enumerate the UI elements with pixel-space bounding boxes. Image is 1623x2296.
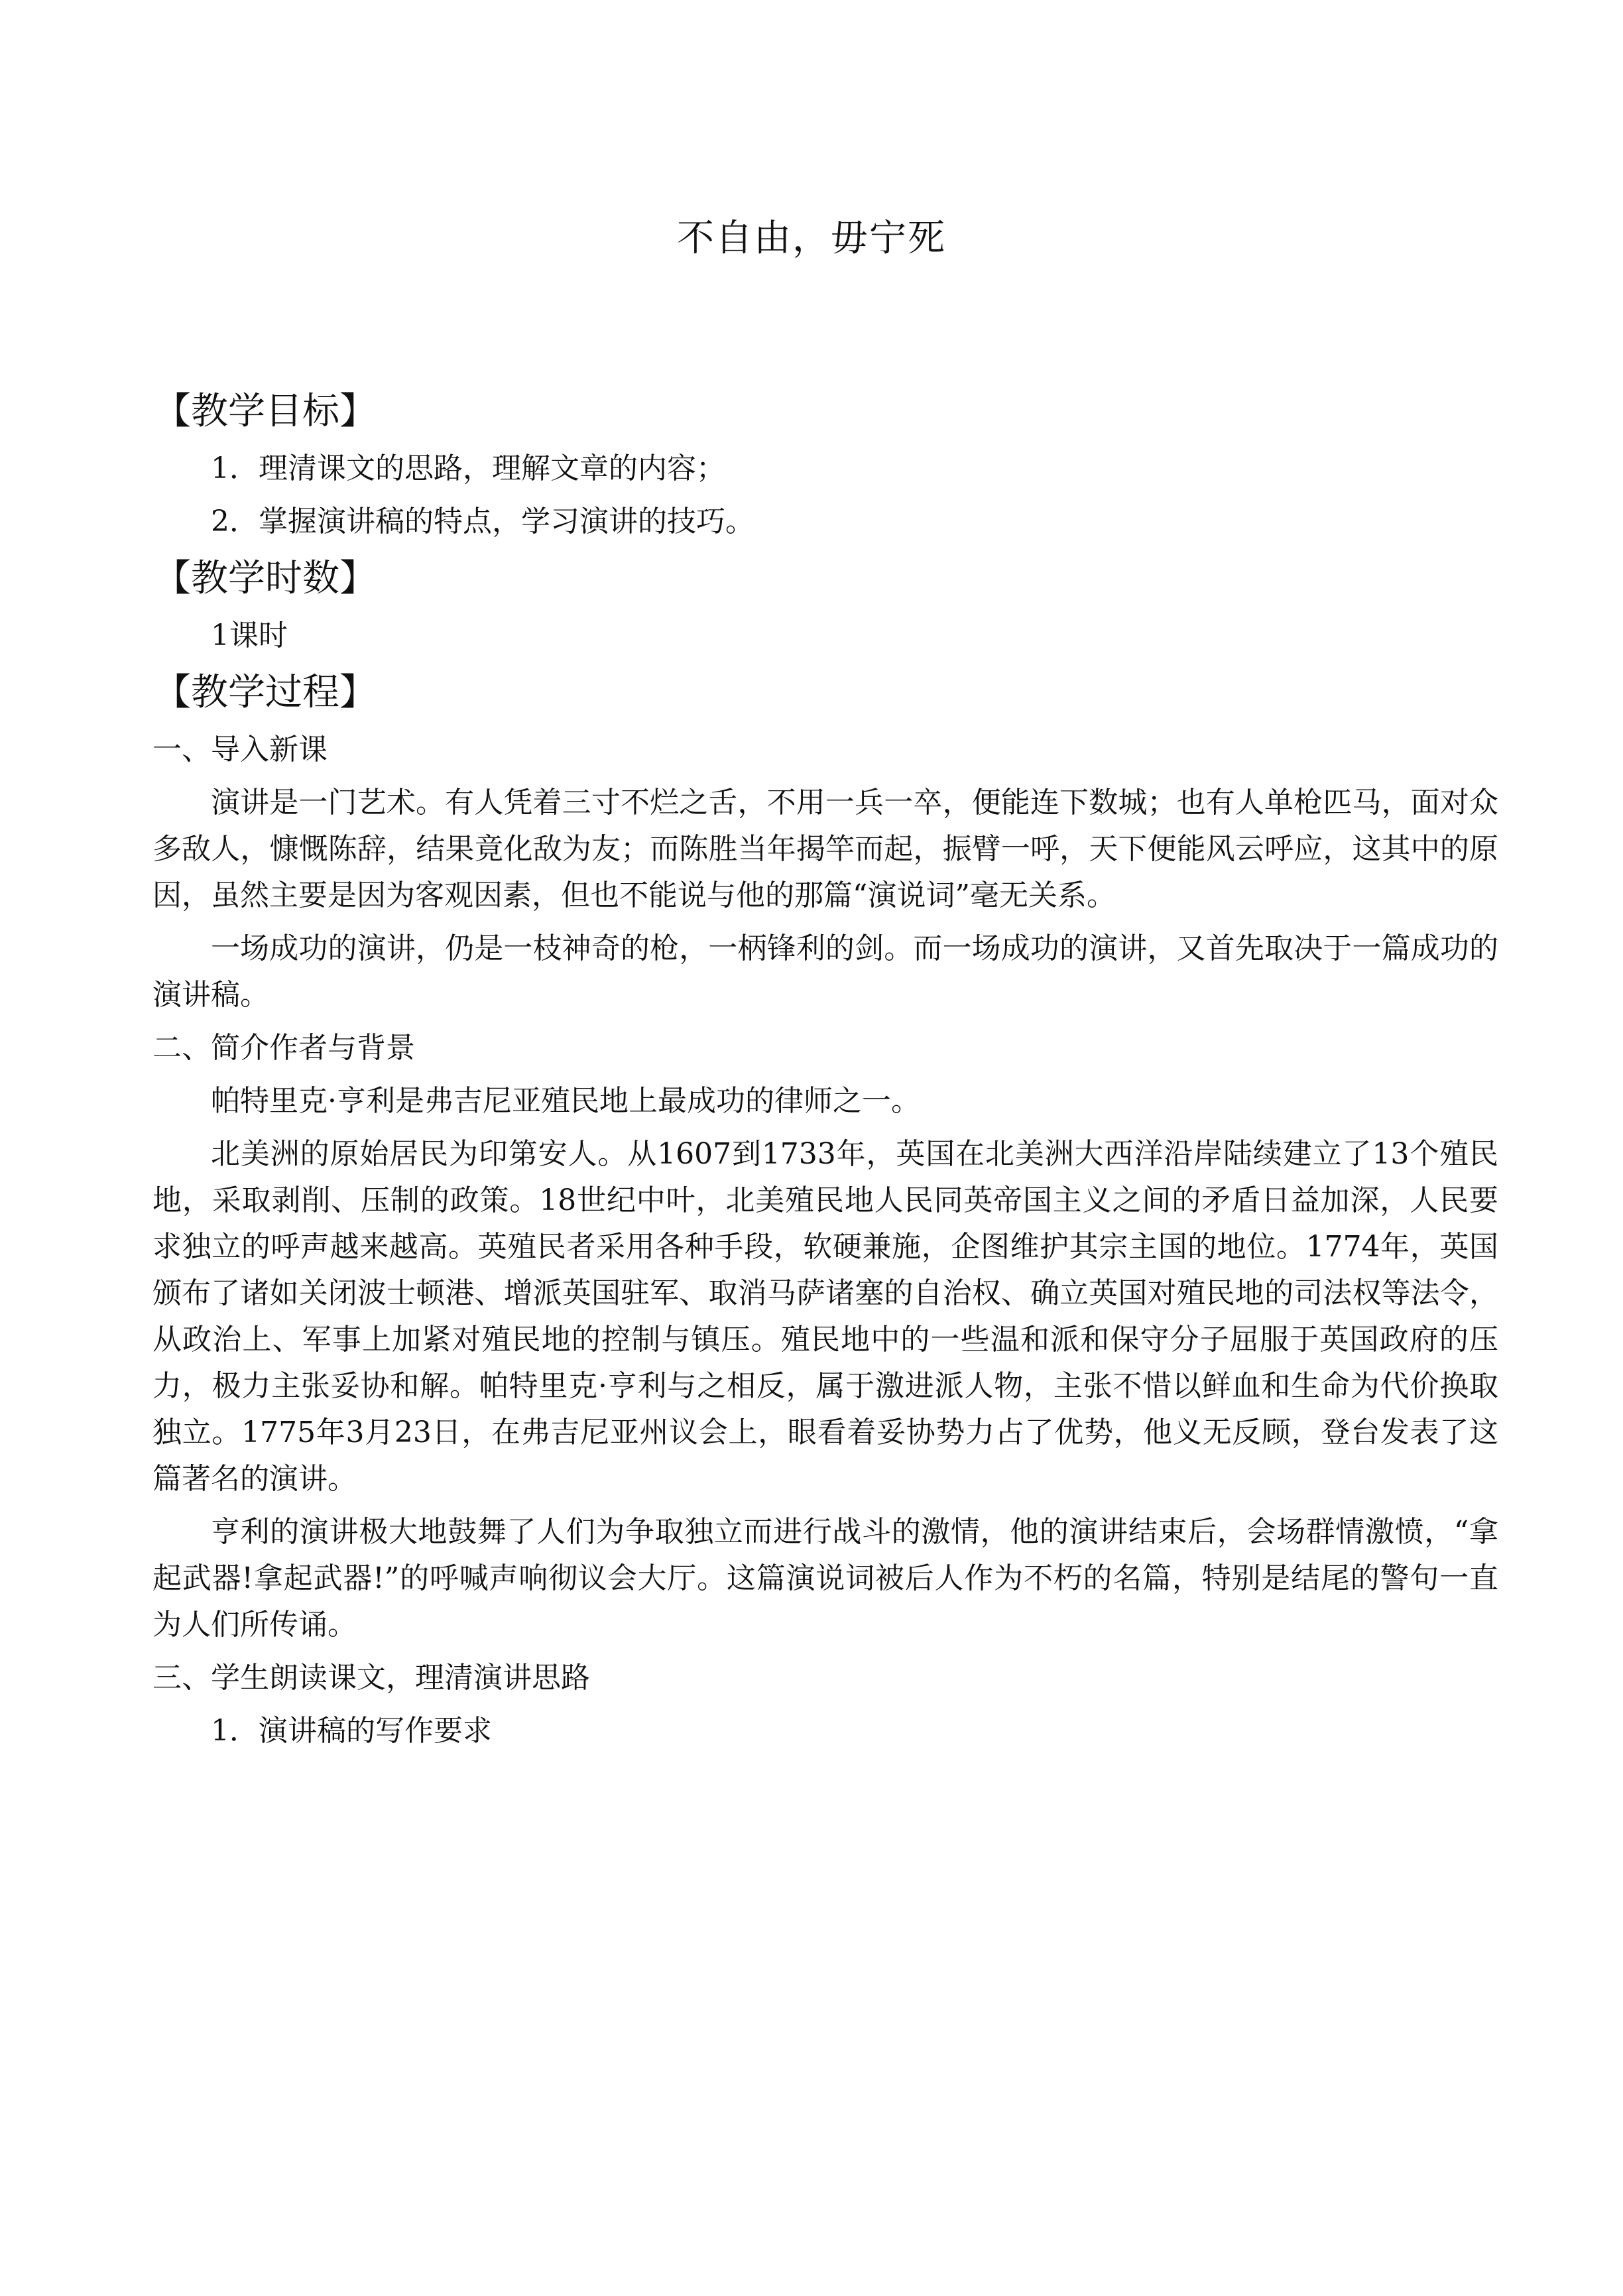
part-heading-reading: 三、学生朗读课文，理清演讲思路 <box>152 1661 590 1695</box>
goal-item-2: 2．掌握演讲稿的特点，学习演讲的技巧。 <box>211 505 754 538</box>
document-title: 不自由，毋宁死 <box>677 217 946 260</box>
section-heading-process: 【教学过程】 <box>154 671 377 714</box>
paragraph: 演讲是一门艺术。有人凭着三寸不烂之舌，不用一兵一卒，便能连下数城；也有人单枪匹马，面对众多敌人，慷慨陈辞，结果竟化敌为友；而陈胜当年揭竿而起，振臂一呼，天下便能风云呼应，这其中的原因，虽然主要是因为客观因素，但也不能说与他的那篇“演说词”毫无关系。 <box>152 786 1498 912</box>
section-heading-goals: 【教学目标】 <box>154 390 377 433</box>
goal-item-1: 1．理清课文的思路，理解文章的内容； <box>211 452 725 485</box>
reading-item-1: 1．演讲稿的写作要求 <box>211 1714 492 1748</box>
paragraph: 亨利的演讲极大地鼓舞了人们为争取独立而进行战斗的激情，他的演讲结束后，会场群情激愤，“拿起武器!拿起武器!”的呼喊声响彻议会大厅。这篇演说词被后人作为不朽的名篇，特别是结尾的警句一直为人们所传诵。 <box>152 1515 1498 1642</box>
paragraph: 一场成功的演讲，仍是一枝神奇的枪，一柄锋利的剑。而一场成功的演讲，又首先取决于一篇成功的演讲稿。 <box>152 932 1498 1012</box>
hours-value: 1课时 <box>211 619 288 652</box>
paragraph: 北美洲的原始居民为印第安人。从1607到1733年，英国在北美洲大西洋沿岸陆续建立了13个殖民地，采取剥削、压制的政策。18世纪中叶，北美殖民地人民同英帝国主义之间的矛盾日益加深，人民要求独立的呼声越来越高。英殖民者采用各种手段，软硬兼施，企图维护其宗主国的地位。1774年，英国颁布了诸如关闭波士顿港、增派英国驻军、取消马萨诸塞的自治权、确立英国对殖民地的司法权等法令，从政治上、军事上加紧对殖民地的控制与镇压。殖民地中的一些温和派和保守分子屈服于英国政府的压力，极力主张妥协和解。帕特里克·亨利与之相反，属于激进派人物，主张不惜以鲜血和生命为代价换取独立。1775年3月23日，在弗吉尼亚州议会上，眼看着妥协势力占了优势，他义无反顾，登台发表了这篇著名的演讲。 <box>152 1137 1498 1496</box>
section-heading-hours: 【教学时数】 <box>154 557 377 600</box>
document-body <box>152 385 1498 1754</box>
part-heading-intro: 一、导入新课 <box>152 733 328 766</box>
paragraph: 帕特里克·亨利是弗吉尼亚殖民地上最成功的律师之一。 <box>211 1084 920 1118</box>
part-heading-author-background: 二、简介作者与背景 <box>152 1031 415 1065</box>
